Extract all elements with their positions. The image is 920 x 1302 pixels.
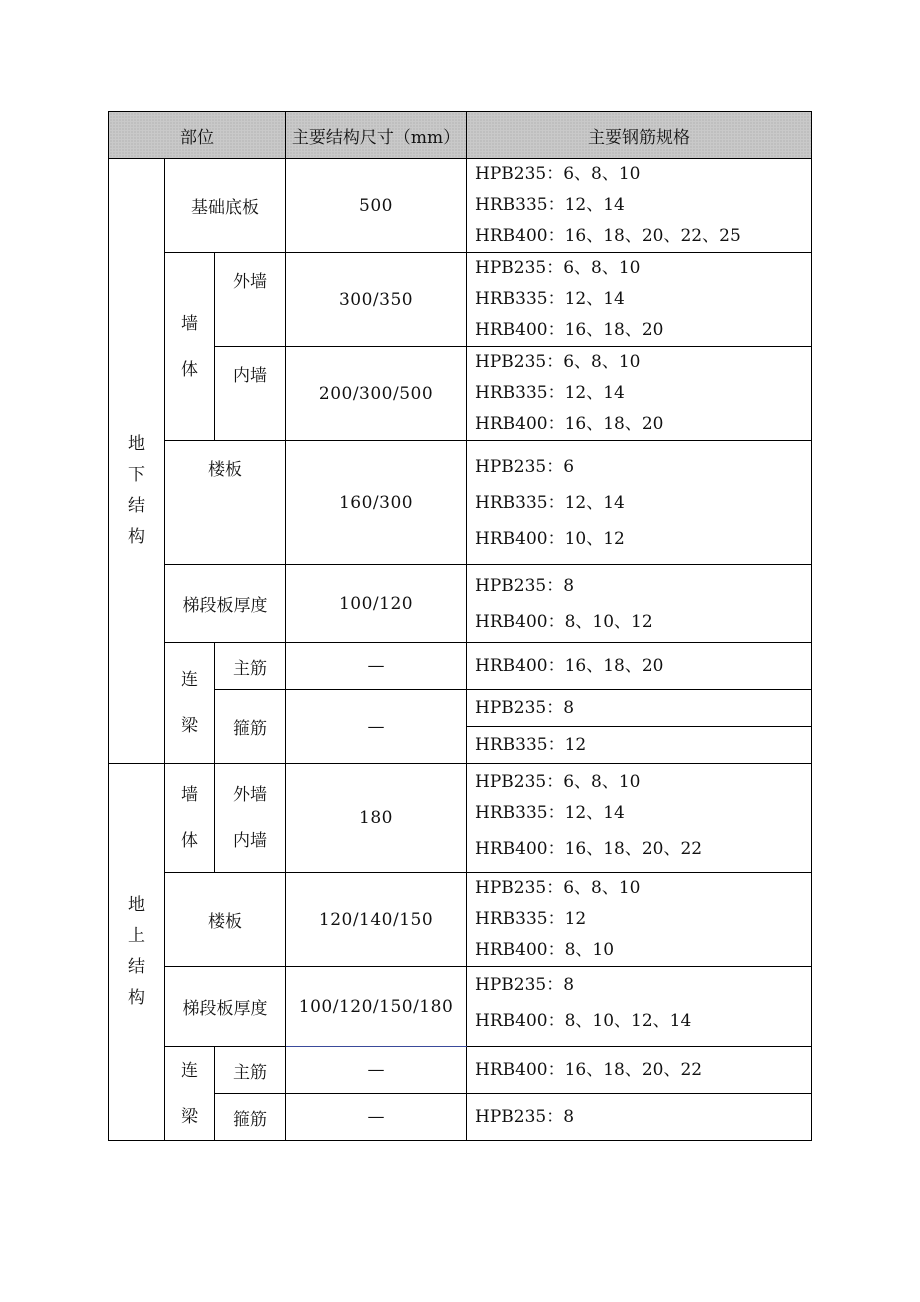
aboveground-stair-specs: HPB235：8 HRB400：8、10、12、14 — [467, 967, 812, 1047]
rebar-spec-table — [108, 111, 812, 1141]
header-size: 主要结构尺寸（mm） — [286, 112, 467, 159]
table-header-row — [109, 112, 812, 159]
underground-slab-specs: HPB235：6 HRB335：12、14 HRB400：10、12 — [467, 441, 812, 565]
table-row — [109, 253, 812, 347]
underground-stirrup-label: 箍筋 — [215, 690, 286, 764]
table-row — [109, 159, 812, 253]
table-row — [109, 643, 812, 690]
underground-stair-size: 100/120 — [286, 565, 467, 643]
table-row — [109, 1094, 812, 1141]
header-rebar: 主要钢筋规格 — [467, 112, 812, 159]
underground-main-bar-label: 主筋 — [215, 643, 286, 690]
aboveground-stair-size: 100/120/150/180 — [286, 967, 467, 1047]
aboveground-label: 地 上 结 构 — [109, 764, 165, 1141]
table-row — [109, 967, 812, 1047]
underground-stirrup-spec-2: HRB335：12 — [467, 727, 812, 764]
underground-main-bar-specs: HRB400：16、18、20 — [467, 643, 812, 690]
underground-main-bar-size: — — [286, 643, 467, 690]
aboveground-stair-label: 梯段板厚度 — [165, 967, 286, 1047]
outer-wall-specs: HPB235：6、8、10 HRB335：12、14 HRB400：16、18、20 — [467, 253, 812, 347]
underground-stirrup-spec-1: HPB235：8 — [467, 690, 812, 727]
aboveground-main-bar-size: — — [286, 1047, 467, 1094]
aboveground-main-bar-specs: HRB400：16、18、20、22 — [467, 1047, 812, 1094]
table-row — [109, 873, 812, 967]
underground-wall-label: 墙 体 — [165, 253, 215, 441]
header-part: 部位 — [109, 112, 286, 159]
underground-beam-label: 连 梁 — [165, 643, 215, 764]
foundation-slab-size: 500 — [286, 159, 467, 253]
inner-wall-size: 200/300/500 — [286, 347, 467, 441]
inner-wall-specs: HPB235：6、8、10 HRB335：12、14 HRB400：16、18、20 — [467, 347, 812, 441]
underground-stair-specs: HPB235：8 HRB400：8、10、12 — [467, 565, 812, 643]
table-row — [109, 347, 812, 441]
table-row — [109, 441, 812, 565]
aboveground-slab-specs: HPB235：6、8、10 HRB335：12 HRB400：8、10 — [467, 873, 812, 967]
underground-label: 地 下 结 构 — [109, 159, 165, 764]
aboveground-wall-size: 180 — [286, 764, 467, 873]
outer-wall-label: 外墙 — [215, 253, 286, 347]
outer-wall-size: 300/350 — [286, 253, 467, 347]
aboveground-stirrup-specs: HPB235：8 — [467, 1094, 812, 1141]
aboveground-main-bar-label: 主筋 — [215, 1047, 286, 1094]
table-row — [109, 764, 812, 873]
foundation-slab-specs: HPB235：6、8、10 HRB335：12、14 HRB400：16、18、20、22、25 — [467, 159, 812, 253]
aboveground-beam-label: 连 梁 — [165, 1047, 215, 1141]
aboveground-slab-size: 120/140/150 — [286, 873, 467, 967]
table-row — [109, 565, 812, 643]
aboveground-wall-types: 外墙 内墙 — [215, 764, 286, 873]
aboveground-slab-label: 楼板 — [165, 873, 286, 967]
table-row — [109, 1047, 812, 1094]
underground-stair-label: 梯段板厚度 — [165, 565, 286, 643]
aboveground-stirrup-size: — — [286, 1094, 467, 1141]
aboveground-stirrup-label: 箍筋 — [215, 1094, 286, 1141]
table-row — [109, 690, 812, 727]
underground-slab-label: 楼板 — [165, 441, 286, 565]
underground-slab-size: 160/300 — [286, 441, 467, 565]
inner-wall-label: 内墙 — [215, 347, 286, 441]
underground-stirrup-size: — — [286, 690, 467, 764]
aboveground-wall-label: 墙 体 — [165, 764, 215, 873]
aboveground-wall-specs: HPB235：6、8、10 HRB335：12、14 HRB400：16、18、20、22 — [467, 764, 812, 873]
foundation-slab-label: 基础底板 — [165, 159, 286, 253]
